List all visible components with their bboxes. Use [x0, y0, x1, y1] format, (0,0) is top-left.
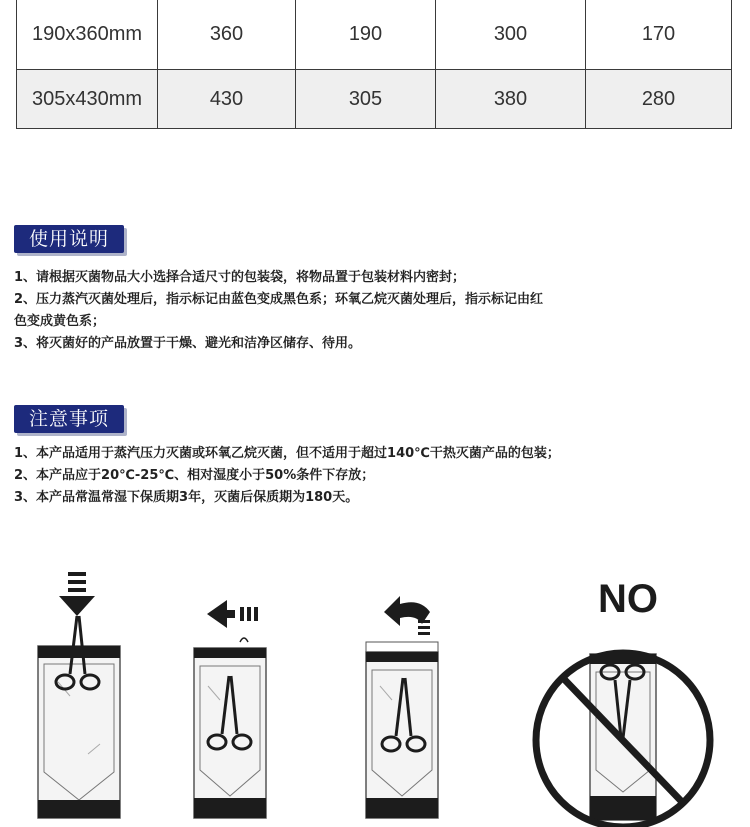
list-item: 色变成黄色系；	[14, 314, 106, 329]
no-label: NO	[598, 577, 658, 621]
notice-list	[14, 443, 740, 509]
prohibited-figure	[536, 577, 710, 827]
left-arrow-icon	[207, 600, 258, 628]
list-item: 3、将灭菌好的产品放置于干燥、避光和洁净区储存、待用。	[14, 336, 362, 351]
list-item: 2、压力蒸汽灭菌处理后，指示标记由蓝色变成黑色系；环氧乙烷灭菌处理后，指示标记由红	[14, 292, 544, 307]
value-cell: 280	[586, 70, 732, 129]
table-row	[17, 0, 732, 70]
value-cell: 305	[296, 70, 436, 129]
step-seal-figure	[194, 600, 266, 818]
size-cell: 305x430mm	[17, 70, 158, 129]
value-cell: 360	[158, 0, 296, 70]
usage-title: 使用说明	[14, 225, 124, 253]
value-cell: 190	[296, 0, 436, 70]
list-item: 3、本产品常温常湿下保质期3年，灭菌后保质期为180天。	[14, 490, 359, 505]
step-fold-figure	[366, 596, 438, 818]
usage-list	[14, 267, 740, 355]
step-insert-figure	[38, 572, 120, 818]
size-table	[16, 0, 732, 129]
list-item: 1、本产品适用于蒸汽压力灭菌或环氧乙烷灭菌，但不适用于超过140℃干热灭菌产品的包装；	[14, 446, 560, 461]
instruction-illustrations	[0, 560, 750, 827]
fold-arrow-icon	[384, 596, 430, 635]
size-cell: 190x360mm	[17, 0, 158, 70]
value-cell: 300	[436, 0, 586, 70]
list-item: 2、本产品应于20℃-25℃、相对湿度小于50%条件下存放；	[14, 468, 375, 483]
notice-title: 注意事项	[14, 405, 124, 433]
list-item: 1、请根据灭菌物品大小选择合适尺寸的包装袋，将物品置于包装材料内密封；	[14, 270, 466, 285]
value-cell: 430	[158, 70, 296, 129]
down-arrow-icon	[59, 572, 95, 616]
table-row	[17, 70, 732, 129]
value-cell: 170	[586, 0, 732, 70]
value-cell: 380	[436, 70, 586, 129]
